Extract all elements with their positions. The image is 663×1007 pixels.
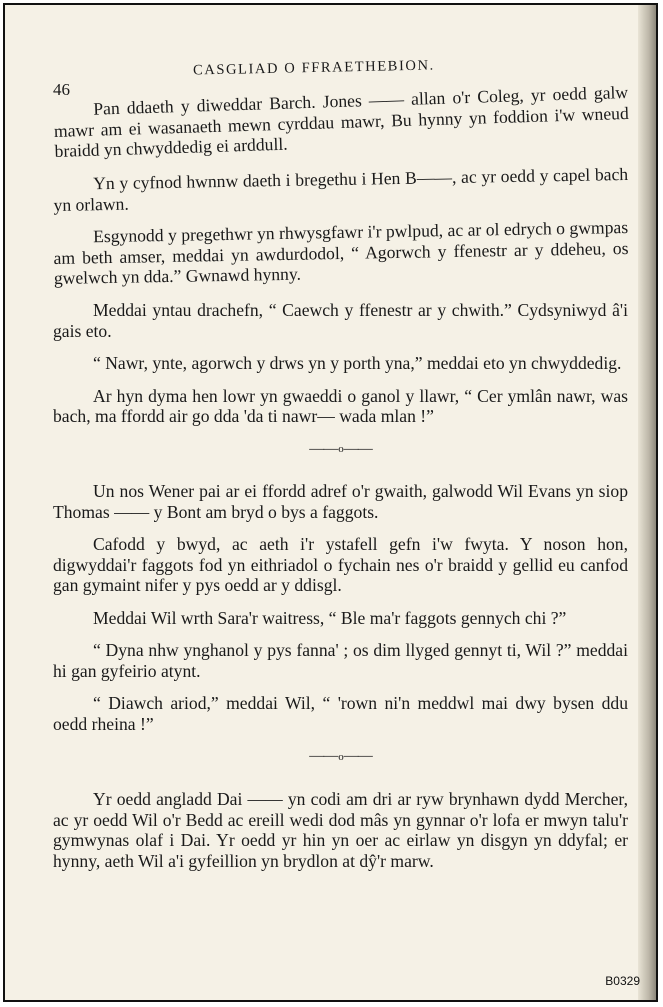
running-head: CASGLIAD O FFRAETHEBION. <box>192 57 435 79</box>
divider-mark: o <box>338 442 343 455</box>
catalog-id: B0329 <box>605 974 640 988</box>
page-body <box>53 50 628 883</box>
divider-rule-right: —— <box>343 748 372 765</box>
paragraph: Yn y cyfnod hwnnw daeth i bregethu i Hen B——, ac yr oedd y capel bach yn orlawn. <box>53 163 629 214</box>
paragraph: Un nos Wener pai ar ei ffordd adref o'r gwaith, galwodd Wil Evans yn siop Thomas —— y Bont am bryd o bys a faggots. <box>53 481 628 522</box>
paragraph: Ar hyn dyma hen lowr yn gwaeddi o ganol y llawr, “ Cer ymlân nawr, was bach, ma ffordd air go dda 'da ti nawr— wada mlan !” <box>53 385 628 426</box>
paragraph: Cafodd y bwyd, ac aeth i'r ystafell gefn i'w fwyta. Y noson hon, digwyddai'r faggots fod yn eithriadol o fychain nes o'r braidd y gellid eu canfod gan gymaint nifer y pys oedd ar y ddisgl. <box>53 534 628 596</box>
paragraph: Yr oedd angladd Dai —— yn codi am dri ar ryw brynhawn dydd Mercher, ac yr oedd Wil o'r Bedd ac ereill wedi dod mâs yn gynnar o'r lofa er mwyn talu'r gymwynas olaf i Dai. Yr oedd yr hin yn oer ac eirlaw yn disgyn yn ddyfal; er hynny, aeth Wil a'i gyfeillion yn brydlon at dŷ'r marw. <box>53 789 628 871</box>
divider-rule-left: —— <box>309 748 338 765</box>
section-divider <box>53 439 628 460</box>
page-scan <box>3 3 658 1002</box>
paragraph: “ Dyna nhw ynghanol y pys fanna' ; os dim llyged gennyt ti, Wil ?” meddai hi gan gyfeirio atynt. <box>53 640 628 681</box>
section-divider <box>53 746 628 767</box>
paragraph: Meddai Wil wrth Sara'r waitress, “ Ble ma'r faggots gennych chi ?” <box>93 607 567 628</box>
divider-rule-left: —— <box>309 440 338 457</box>
paragraph: “ Diawch ariod,” meddai Wil, “ 'rown ni'n meddwl mai dwy bysen ddu oedd rheina !” <box>53 693 628 734</box>
paragraph: Pan ddaeth y diweddar Barch. Jones —— allan o'r Coleg, yr oedd galw mawr am ei wasanaeth mewn cyrddau mawr, Bu hynny yn foddion i'w wneud braidd yn chwyddedig ei arddull. <box>53 81 629 161</box>
divider-rule-right: —— <box>343 440 372 457</box>
divider-mark: o <box>338 750 343 763</box>
book-spine-shadow <box>638 5 656 1000</box>
paragraph: “ Nawr, ynte, agorwch y drws yn y porth yna,” meddai eto yn chwyddedig. <box>93 353 622 373</box>
paragraph: Esgynodd y pregethwr yn rhwysgfawr i'r pwlpud, ac ar ol edrych o gwmpas am beth amser, meddai yn awdurdodol, “ Agorwch y ffenestr ar y ddeheu, os gwelwch yn dda.” Gwnawd hynny. <box>53 216 629 288</box>
page-number: 46 <box>53 80 70 99</box>
paragraph: Meddai yntau drachefn, “ Caewch y ffenestr ar y chwith.” Cydsyniwyd â'i gais eto. <box>53 300 628 341</box>
